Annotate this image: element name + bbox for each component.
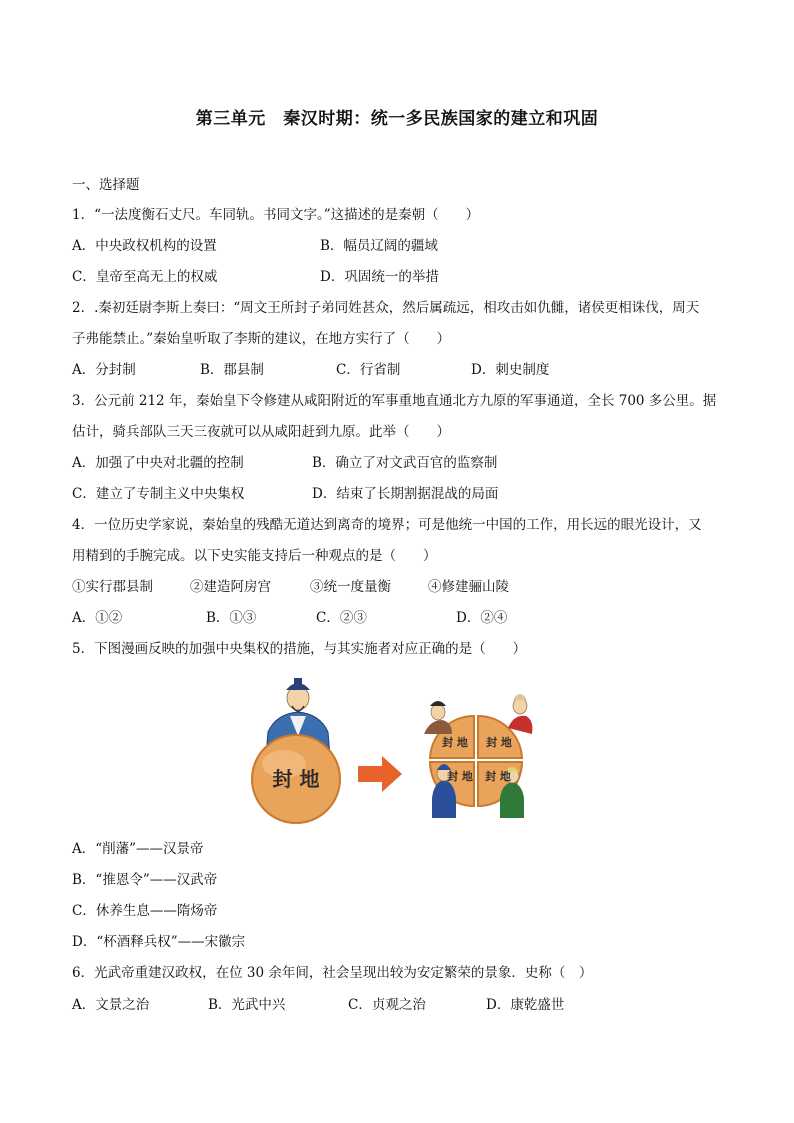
q1-option-b[interactable]: B．幅员辽阔的疆域 (320, 238, 438, 254)
q6-option-a[interactable]: A．文景之治 (72, 997, 150, 1013)
question-3-stem-line-1: 3．公元前 212 年，秦始皇下令修建从咸阳附近的军事重地直通北方九原的军事通道，全长 700 多公里。据 (72, 393, 717, 409)
question-4-stem-line-1: 4．一位历史学家说，秦始皇的残酷无道达到离奇的境界；可是他统一中国的工作，用长远的眼光设计，又 (72, 517, 702, 533)
fief-label-left: 封 地 (272, 767, 320, 791)
question-2-stem-line-2: 子弗能禁止。”秦始皇听取了李斯的建议，在地方实行了（ ） (72, 331, 451, 347)
question-1-stem: 1．“一法度衡石丈尺。车同轨。书同文字。”这描述的是秦朝（ ） (72, 207, 480, 223)
q4-option-b[interactable]: B．①③ (206, 610, 257, 626)
fief-label-bottom-right: 封 地 (485, 770, 511, 783)
q3-option-a[interactable]: A．加强了中央对北疆的控制 (72, 455, 244, 471)
q5-option-b[interactable]: B．“推恩令”——汉武帝 (72, 872, 218, 888)
q3-option-b[interactable]: B．确立了对文武百官的监察制 (312, 455, 498, 471)
q4-option-d[interactable]: D．②④ (456, 610, 508, 626)
q5-option-c[interactable]: C．休养生息——隋炀帝 (72, 903, 218, 919)
q1-option-a[interactable]: A．中央政权机构的设置 (72, 238, 217, 254)
official-on-fief-illustration (252, 678, 340, 823)
arrow-icon (358, 756, 402, 792)
question-6-stem: 6．光武帝重建汉政权，在位 30 余年间，社会呈现出较为安定繁荣的景象．史称（ ） (72, 965, 593, 981)
q2-option-c[interactable]: C．行省制 (336, 362, 401, 378)
question-5-stem: 5．下图漫画反映的加强中央集权的措施，与其实施者对应正确的是（ ） (72, 641, 527, 657)
q2-option-d[interactable]: D．刺史制度 (471, 362, 550, 378)
q3-option-c[interactable]: C．建立了专制主义中央集权 (72, 486, 245, 502)
q6-option-b[interactable]: B．光武中兴 (208, 997, 286, 1013)
q4-item-2: ②建造阿房宫 (190, 579, 271, 595)
question-3-stem-line-2: 估计，骑兵部队三天三夜就可以从咸阳赶到九原。此举（ ） (72, 424, 450, 440)
q2-option-a[interactable]: A．分封制 (72, 362, 136, 378)
q4-option-a[interactable]: A．①② (72, 610, 123, 626)
q3-option-d[interactable]: D．结束了长期割据混战的局面 (312, 486, 499, 502)
question-2-stem-line-1: 2．.秦初廷尉李斯上奏曰：“周文王所封子弟同姓甚众，然后属疏远，相攻击如仇雠，诸侯更相诛伐，周天 (72, 300, 700, 316)
page-title: 第三单元 秦汉时期：统一多民族国家的建立和巩固 (195, 109, 599, 129)
q6-option-c[interactable]: C．贞观之治 (348, 997, 426, 1013)
q6-option-d[interactable]: D．康乾盛世 (486, 997, 565, 1013)
question-4-stem-line-2: 用精到的手腕完成。以下史实能支持后一种观点的是（ ） (72, 548, 437, 564)
divided-fief-illustration (424, 694, 532, 818)
q1-option-d[interactable]: D．巩固统一的举措 (320, 269, 439, 285)
q4-item-3: ③统一度量衡 (310, 579, 391, 595)
q5-option-a[interactable]: A．“削藩”——汉景帝 (72, 841, 204, 857)
cartoon-figure (246, 676, 548, 826)
fief-label-top-right: 封 地 (486, 736, 512, 749)
section-heading: 一、选择题 (72, 177, 140, 193)
q5-option-d[interactable]: D．“杯酒释兵权”——宋徽宗 (72, 934, 246, 950)
q4-item-4: ④修建骊山陵 (428, 579, 509, 595)
q4-item-1: ①实行郡县制 (72, 579, 153, 595)
fief-label-bottom-left: 封 地 (447, 770, 473, 783)
q2-option-b[interactable]: B．郡县制 (200, 362, 264, 378)
q4-option-c[interactable]: C．②③ (316, 610, 367, 626)
fief-label-top-left: 封 地 (442, 736, 468, 749)
q1-option-c[interactable]: C．皇帝至高无上的权威 (72, 269, 218, 285)
